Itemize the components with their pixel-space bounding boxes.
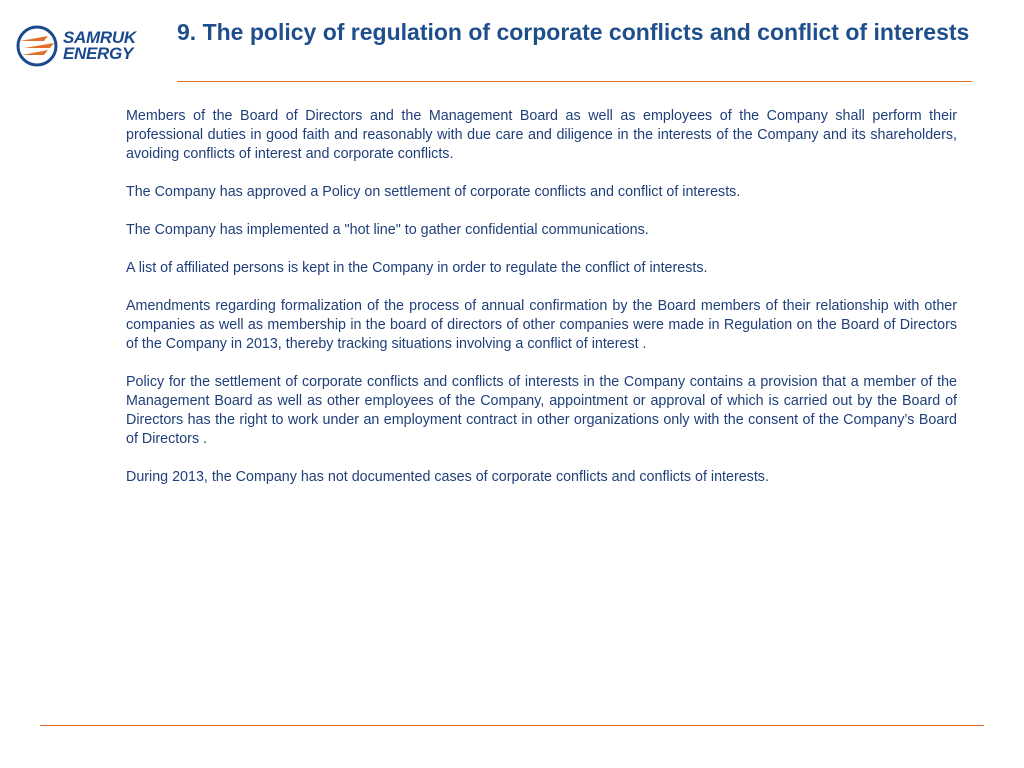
title-divider (177, 81, 972, 82)
logo-line-1: SAMRUK (63, 28, 136, 47)
samruk-energy-logo-icon (14, 24, 60, 68)
paragraph-settlement-policy: Policy for the settlement of corporate conflicts and conflicts of interests in the Company contains a provision that a member of the Management Board as well as other employees of the Company, appointment or approval of which is carried out by the Board of Directors has the right to work under an employment contract in other organizations only with the consent of the Company’s Board of Directors . (126, 374, 957, 447)
company-logo (14, 22, 154, 70)
paragraph-policy-approved: The Company has approved a Policy on settlement of corporate conflicts and conflict of interests. (126, 184, 741, 200)
paragraph-amendments: Amendments regarding formalization of the process of annual confirmation by the Board members of their relationship with other companies as well as membership in the board of directors of other companies were made in Regulation on the Board of Directors of the Company in 2013, thereby tracking situations involving a conflict of interest . (126, 298, 957, 352)
paragraph-no-cases: During 2013, the Company has not documented cases of corporate conflicts and conflicts of interests. (126, 469, 769, 485)
paragraph-affiliated-persons: A list of affiliated persons is kept in the Company in order to regulate the conflict of interests. (126, 260, 708, 276)
paragraph-hot-line: The Company has implemented a "hot line" to gather confidential communications. (126, 222, 649, 238)
paragraph-board-duties: Members of the Board of Directors and the Management Board as well as employees of the Company shall perform their professional duties in good faith and reasonably with due care and diligence in the interests of the Company and its shareholders, avoiding conflicts of interest and corporate conflicts. (126, 108, 957, 162)
content-body (126, 107, 957, 506)
logo-line-2: ENERGY (63, 44, 133, 63)
page-title: 9. The policy of regulation of corporate conflicts and conflict of interests (177, 19, 970, 45)
footer-divider (40, 725, 984, 726)
